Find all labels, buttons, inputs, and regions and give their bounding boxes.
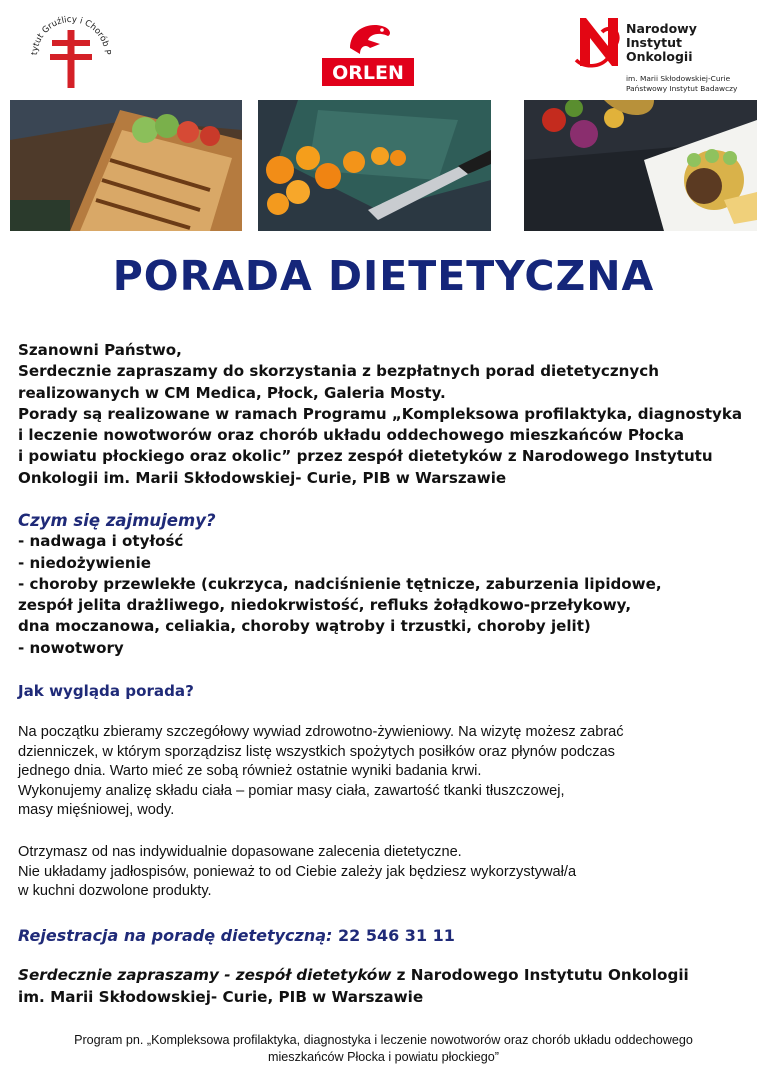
consultation-line: Wykonujemy analizę składu ciała – pomiar masy ciała, zawartość tkanki tłuszczowej, [18,782,565,799]
nio-sub-line: Państwowy Instytut Badawczy [626,83,738,93]
intro-line: Onkologii im. Marii Skłodowskiej- Curie, PIB w Warszawie [18,468,507,487]
double-cross-icon [50,30,92,88]
orlen-logo-label: ORLEN [332,62,404,84]
nio-mark-icon [572,14,624,70]
footer [0,1032,767,1066]
nio-name [626,22,697,64]
vegetables-rice-photo [524,100,757,231]
footer-line: mieszkańców Płocka i powiatu płockiego” [268,1050,499,1064]
intro-line: Serdecznie zapraszamy do skorzystania z bezpłatnych porad dietetycznych [18,362,659,381]
consultation-line: jednego dnia. Warto mieć ze sobą również ostatnie wyniki badania krwi. [18,763,482,779]
page-title: PORADA DIETETYCZNA [112,252,655,300]
intro-line: i leczenie nowotworów oraz chorób układu oddechowego mieszkańców Płocka [18,426,685,445]
service-item: - nadwaga i otyłość [18,532,184,551]
service-item: dna moczanowa, celiakia, choroby wątroby i trzustki, choroby jelit) [18,617,591,636]
logo-bar [0,0,767,100]
oranges-knife-photo [258,100,491,231]
intro-line: Szanowni Państwo, [18,341,182,359]
intro-section [18,340,758,489]
nio-name-line: Narodowy [626,21,697,36]
igichp-logo-text: tytut Gruźlicy i Chorób P [29,14,113,56]
registration-label: Rejestracja na poradę dietetyczną: [18,926,338,945]
nio-sub-line: im. Marii Skłodowskiej-Curie [626,74,731,83]
consultation-line: dzienniczek, w którym sporządzisz listę wszystkich spożytych posiłków oraz płynów podczas [18,743,615,760]
closing-rest: z Narodowego Instytutu Onkologii [396,966,689,984]
photo-strip [10,100,757,231]
closing-line-2: im. Marii Skłodowskiej- Curie, PIB w Warszawie [18,987,424,1006]
service-item: zespół jelita drażliwego, niedokrwistość, refluks żołądkowo-przełykowy, [18,596,632,615]
services-section [18,510,758,659]
registration-phone: 22 546 31 11 [338,926,455,945]
eagle-icon [350,25,390,54]
nio-subtitle [626,74,737,93]
intro-line: realizowanych w CM Medica, Płock, Galeria Mosty. [18,383,446,402]
footer-line: Program pn. „Kompleksowa profilaktyka, diagnostyka i leczenie nowotworów oraz chorób układu oddechowego [74,1033,693,1047]
closing-section [18,965,758,1008]
closing-line-1 [18,965,758,987]
nio-name-line: Instytut [626,35,682,50]
consultation-paragraph-1 [18,723,758,821]
intro-line: i powiatu płockiego oraz okolic” przez zespół dietetyków z Narodowego Instytutu [18,447,713,466]
orlen-logo [320,18,416,88]
closing-italic: Serdecznie zapraszamy - zespół dietetyków [18,966,397,984]
service-item: - nowotwory [18,638,124,657]
toasted-sandwich-photo [10,100,242,231]
consultation-line: w kuchni dozwolone produkty. [18,883,212,899]
consultation-line: Otrzymasz od nas indywidualnie dopasowane zalecenia dietetyczne. [18,844,462,860]
nio-name-line: Onkologii [626,49,693,64]
consultation-heading: Jak wygląda porada? [18,682,194,700]
consultation-line: Na początku zbieramy szczegółowy wywiad zdrowotno-żywieniowy. Na wizytę możesz zabrać [18,724,624,740]
igichp-logo [28,10,114,96]
consultation-line: Nie układamy jadłospisów, ponieważ to od Ciebie zależy jak będziesz wykorzystywał/a [18,863,577,880]
service-item: - choroby przewlekłe (cukrzyca, nadciśnienie tętnicze, zaburzenia lipidowe, [18,574,662,593]
service-item: - niedożywienie [18,553,151,572]
intro-line: Porady są realizowane w ramach Programu „Kompleksowa profilaktyka, diagnostyka [18,404,743,423]
nio-logo [572,12,752,96]
consultation-paragraph-2 [18,843,758,902]
consultation-line: masy mięśniowej, wody. [18,802,175,818]
services-heading: Czym się zajmujemy? [18,511,216,530]
registration-line [18,925,758,947]
